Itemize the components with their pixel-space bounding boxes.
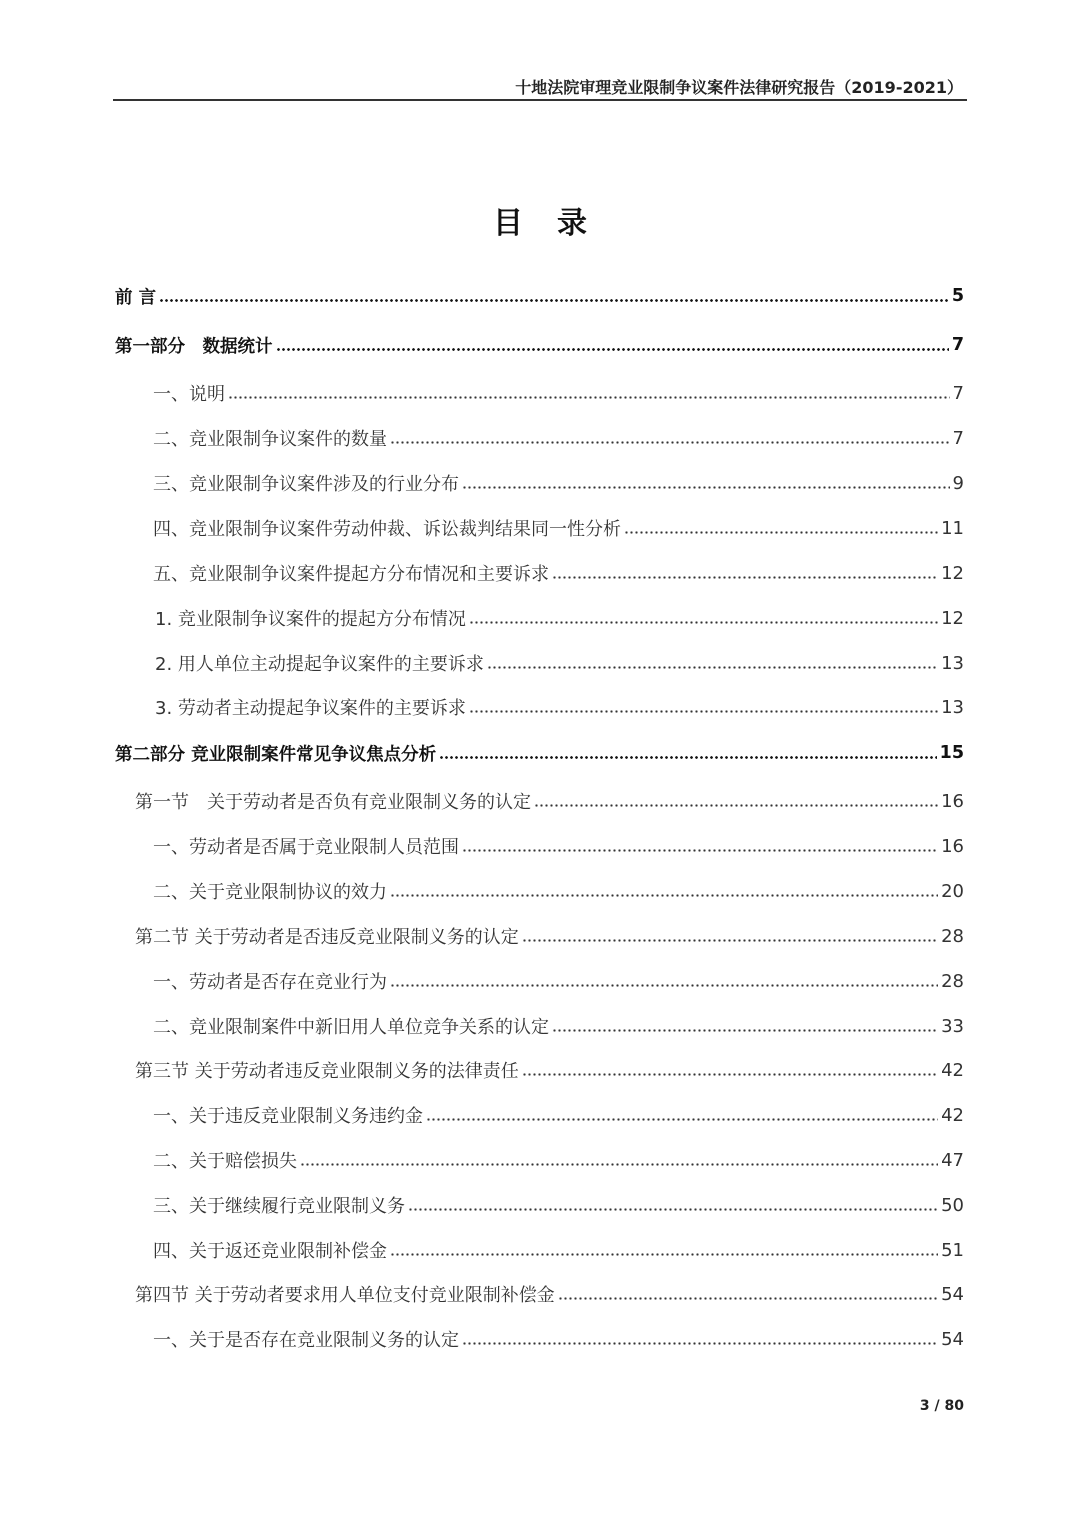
toc-dot-leader — [228, 396, 950, 399]
toc-dot-leader — [469, 710, 938, 713]
toc-dot-leader — [552, 1029, 938, 1032]
toc-entry-label: 三、关于继续履行竞业限制义务 — [153, 1196, 405, 1217]
toc-entry[interactable] — [113, 1279, 964, 1309]
toc-dot-leader — [408, 1208, 938, 1211]
toc-entry-page: 5 — [951, 286, 964, 306]
toc-entry-page: 7 — [952, 382, 964, 404]
toc-entry[interactable] — [113, 513, 964, 543]
toc-dot-leader — [462, 486, 950, 489]
toc-entry-label: 一、劳动者是否属于竞业限制人员范围 — [153, 837, 459, 858]
toc-dot-leader — [624, 531, 938, 534]
toc-entry-label: 第一节 关于劳动者是否负有竞业限制义务的认定 — [135, 792, 531, 813]
toc-entry-label: 1. 竞业限制争议案件的提起方分布情况 — [155, 609, 466, 630]
toc-entry-page: 11 — [941, 517, 964, 539]
toc-dot-leader — [390, 441, 950, 444]
toc-entry-label: 前 言 — [115, 287, 157, 308]
toc-entry[interactable] — [113, 468, 964, 498]
toc-dot-leader — [439, 756, 937, 759]
toc-entry-label: 3. 劳动者主动提起争议案件的主要诉求 — [155, 698, 466, 719]
toc-entry-page: 7 — [952, 427, 964, 449]
toc-entry-label: 第二节 关于劳动者是否违反竞业限制义务的认定 — [135, 927, 519, 948]
toc-entry[interactable] — [113, 1100, 964, 1130]
toc-entry[interactable] — [113, 966, 964, 996]
toc-entry-label: 二、竞业限制争议案件的数量 — [153, 429, 387, 450]
toc-entry-page: 42 — [941, 1059, 964, 1081]
toc-entry-page: 20 — [941, 880, 964, 902]
toc-entry-page: 50 — [941, 1194, 964, 1216]
toc-dot-leader — [159, 299, 949, 302]
toc-entry[interactable] — [113, 786, 964, 816]
toc-dot-leader — [522, 1073, 938, 1076]
toc-entry[interactable] — [113, 692, 964, 722]
toc-entry[interactable] — [113, 1011, 964, 1041]
toc-entry[interactable] — [113, 1235, 964, 1265]
toc-entry-page: 28 — [941, 925, 964, 947]
toc-entry-page: 54 — [941, 1328, 964, 1350]
toc-entry[interactable] — [113, 558, 964, 588]
toc-entry-label: 二、竞业限制案件中新旧用人单位竞争关系的认定 — [153, 1017, 549, 1038]
page-title: 目录 — [493, 206, 621, 241]
toc-entry-page: 16 — [941, 835, 964, 857]
toc-entry-label: 二、关于竞业限制协议的效力 — [153, 882, 387, 903]
toc-entry[interactable] — [113, 1324, 964, 1354]
toc-entry[interactable] — [113, 921, 964, 951]
toc-entry-page: 13 — [941, 696, 964, 718]
running-header — [113, 74, 967, 101]
toc-entry[interactable] — [113, 648, 964, 678]
toc-entry-label: 二、关于赔偿损失 — [153, 1151, 297, 1172]
toc-entry-page: 7 — [951, 335, 964, 355]
toc-entry-label: 一、关于是否存在竞业限制义务的认定 — [153, 1330, 459, 1351]
toc-dot-leader — [487, 666, 938, 669]
toc-entry-label: 2. 用人单位主动提起争议案件的主要诉求 — [155, 654, 484, 675]
toc-dot-leader — [462, 849, 938, 852]
toc-entry-label: 第三节 关于劳动者违反竞业限制义务的法律责任 — [135, 1061, 519, 1082]
toc-entry-label: 第四节 关于劳动者要求用人单位支付竞业限制补偿金 — [135, 1285, 555, 1306]
toc-entry-label: 一、说明 — [153, 384, 225, 405]
toc-entry-page: 28 — [941, 970, 964, 992]
toc-entry-page: 13 — [941, 652, 964, 674]
toc-entry-label: 四、关于返还竞业限制补偿金 — [153, 1241, 387, 1262]
toc-dot-leader — [469, 621, 938, 624]
toc-entry-label: 三、竞业限制争议案件涉及的行业分布 — [153, 474, 459, 495]
toc-dot-leader — [390, 1253, 938, 1256]
toc-entry-page: 47 — [941, 1149, 964, 1171]
toc-dot-leader — [300, 1163, 938, 1166]
toc-entry-page: 15 — [939, 743, 964, 763]
toc-entry[interactable] — [113, 738, 964, 768]
toc-entry[interactable] — [113, 831, 964, 861]
toc-entry-label: 一、关于违反竞业限制义务违约金 — [153, 1106, 423, 1127]
toc-entry-page: 54 — [941, 1283, 964, 1305]
toc-dot-leader — [522, 939, 938, 942]
toc-dot-leader — [552, 576, 938, 579]
toc-entry[interactable] — [113, 330, 964, 360]
toc-entry[interactable] — [113, 876, 964, 906]
toc-entry-page: 16 — [941, 790, 964, 812]
toc-entry-label: 一、劳动者是否存在竞业行为 — [153, 972, 387, 993]
toc-dot-leader — [390, 984, 938, 987]
page-number: 3 / 80 — [919, 1398, 964, 1414]
toc-entry[interactable] — [113, 1145, 964, 1175]
toc-entry-page: 42 — [941, 1104, 964, 1126]
toc-entry-label: 四、竞业限制争议案件劳动仲裁、诉讼裁判结果同一性分析 — [153, 519, 621, 540]
toc-entry-page: 12 — [941, 607, 964, 629]
toc-entry[interactable] — [113, 378, 964, 408]
toc-entry[interactable] — [113, 603, 964, 633]
toc-dot-leader — [426, 1118, 938, 1121]
toc-entry[interactable] — [113, 423, 964, 453]
toc-dot-leader — [534, 804, 938, 807]
toc-entry-page: 51 — [941, 1239, 964, 1261]
toc-entry[interactable] — [113, 281, 964, 311]
toc-entry-label: 第一部分 数据统计 — [115, 336, 273, 357]
toc-entry-page: 9 — [952, 472, 964, 494]
toc-entry-label: 五、竞业限制争议案件提起方分布情况和主要诉求 — [153, 564, 549, 585]
toc-dot-leader — [558, 1297, 938, 1300]
toc-entry[interactable] — [113, 1190, 964, 1220]
toc-dot-leader — [390, 894, 938, 897]
running-header-title: 十地法院审理竞业限制争议案件法律研究报告（2019-2021） — [515, 78, 963, 97]
toc-entry-label: 第二部分 竞业限制案件常见争议焦点分析 — [115, 744, 437, 765]
toc-entry-page: 12 — [941, 562, 964, 584]
toc-entry-page: 33 — [941, 1015, 964, 1037]
toc-entry[interactable] — [113, 1055, 964, 1085]
toc-dot-leader — [462, 1342, 938, 1345]
toc-dot-leader — [276, 348, 949, 351]
